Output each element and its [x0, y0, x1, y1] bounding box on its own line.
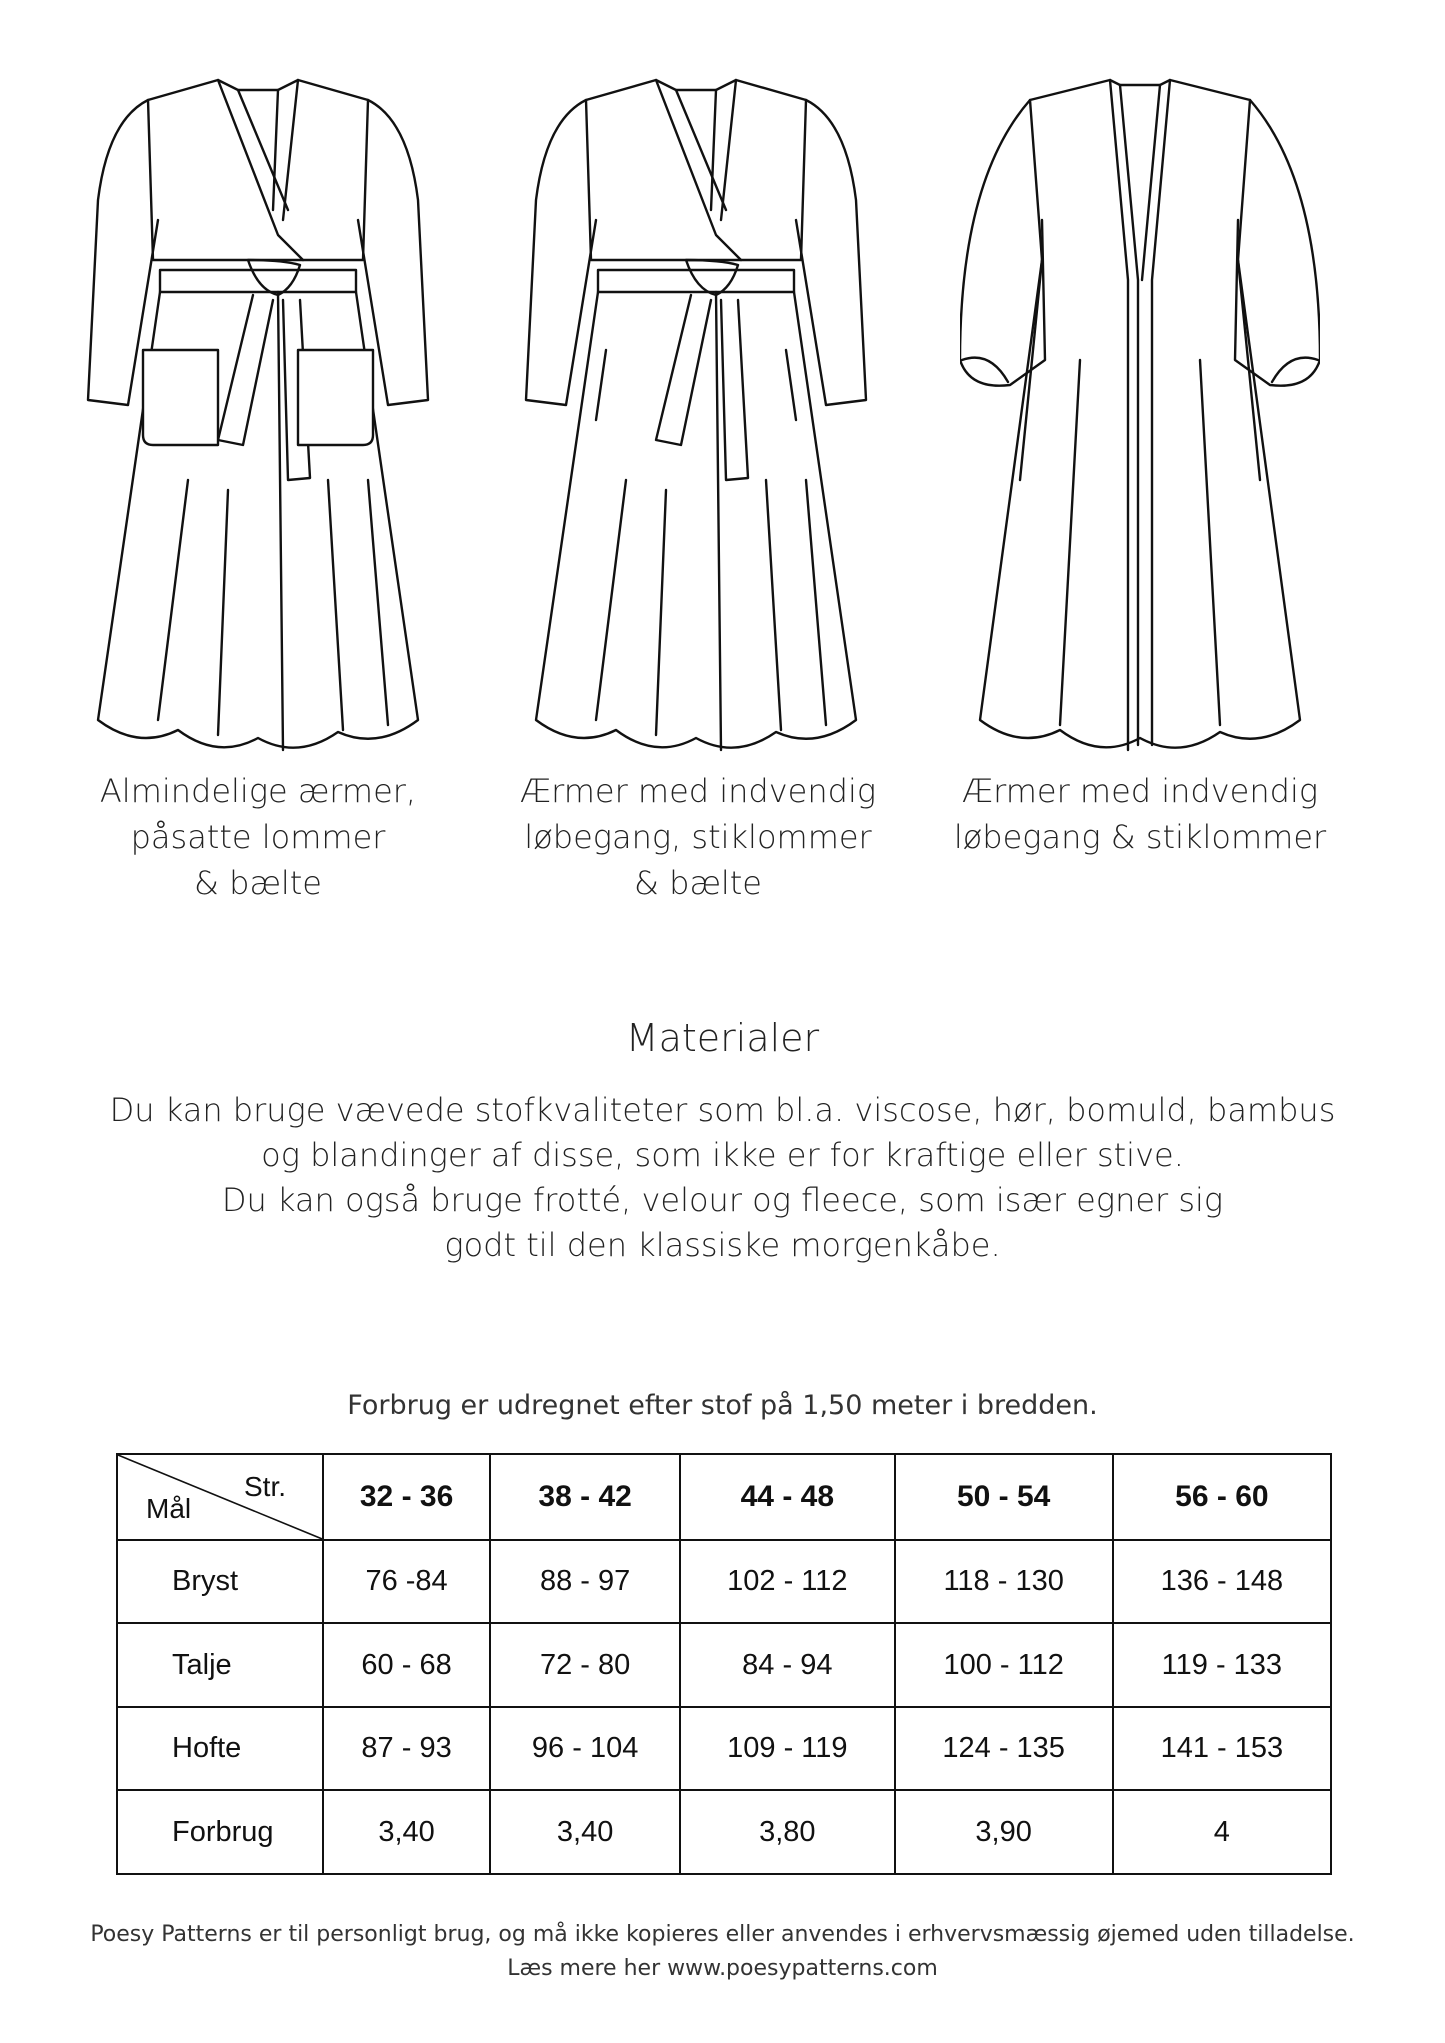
table-cell: 4	[1113, 1790, 1331, 1874]
robe-with-elastic-sleeves-and-belt-icon	[516, 60, 876, 780]
table-cell: 3,40	[490, 1790, 680, 1874]
table-row	[117, 1790, 1331, 1874]
caption-line: Almindelige ærmer,	[99, 772, 417, 810]
size-header: 56 - 60	[1113, 1454, 1331, 1540]
table-cell: 60 - 68	[323, 1623, 490, 1707]
table-cell: 88 - 97	[490, 1540, 680, 1624]
footer-copyright: Poesy Patterns er til personligt brug, og må ikke kopieres eller anvendes i erhvervsmæssig øjemed uden tilladelse.	[90, 1922, 1355, 1947]
table-cell: 96 - 104	[490, 1707, 680, 1791]
caption-line: Ærmer med indvendig	[519, 772, 877, 810]
table-row	[117, 1707, 1331, 1791]
materials-line: godt til den klassiske morgenkåbe.	[444, 1226, 1001, 1264]
caption-line: påsatte lommer	[130, 818, 386, 856]
row-label: Talje	[117, 1623, 323, 1707]
table-corner-cell	[117, 1454, 323, 1540]
table-cell: 3,40	[323, 1790, 490, 1874]
table-cell: 100 - 112	[895, 1623, 1113, 1707]
size-table	[116, 1453, 1332, 1875]
table-row	[117, 1540, 1331, 1624]
caption-line: & bælte	[194, 864, 322, 902]
caption-line: & bælte	[634, 864, 762, 902]
table-cell: 87 - 93	[323, 1707, 490, 1791]
table-cell: 84 - 94	[680, 1623, 894, 1707]
materials-line: Du kan også bruge frotté, velour og fleece, som især egner sig	[221, 1181, 1224, 1219]
corner-measure-label: Mål	[146, 1492, 192, 1524]
table-cell: 136 - 148	[1113, 1540, 1331, 1624]
table-cell: 102 - 112	[680, 1540, 894, 1624]
materials-line: og blandinger af disse, som ikke er for kraftige eller stive.	[261, 1136, 1184, 1174]
size-header: 50 - 54	[895, 1454, 1113, 1540]
table-cell: 119 - 133	[1113, 1623, 1331, 1707]
table-note: Forbrug er udregnet efter stof på 1,50 meter i bredden.	[347, 1390, 1098, 1421]
materials-text	[0, 1088, 1445, 1268]
robe-with-patch-pockets-and-belt-icon	[78, 60, 438, 780]
row-label: Hofte	[117, 1707, 323, 1791]
materials-title: Materialer	[625, 1016, 820, 1060]
variant-2-caption	[498, 768, 898, 906]
caption-line: Ærmer med indvendig	[961, 772, 1319, 810]
size-header: 44 - 48	[680, 1454, 894, 1540]
table-cell: 3,80	[680, 1790, 894, 1874]
footer-website-link[interactable]: Læs mere her www.poesypatterns.com	[507, 1956, 938, 1981]
table-cell: 124 - 135	[895, 1707, 1113, 1791]
size-header: 38 - 42	[490, 1454, 680, 1540]
variant-1-caption	[58, 768, 458, 906]
variant-3-caption	[940, 768, 1340, 860]
table-header-row	[117, 1454, 1331, 1540]
footer	[0, 1918, 1445, 1986]
table-cell: 3,90	[895, 1790, 1113, 1874]
size-header: 32 - 36	[323, 1454, 490, 1540]
table-cell: 109 - 119	[680, 1707, 894, 1791]
materials-line: Du kan bruge vævede stofkvaliteter som bl.a. viscose, hør, bomuld, bambus	[109, 1091, 1336, 1129]
robe-open-with-balloon-sleeves-icon	[960, 60, 1320, 780]
caption-line: løbegang & stiklommer	[953, 818, 1327, 856]
table-cell: 141 - 153	[1113, 1707, 1331, 1791]
corner-size-label: Str.	[243, 1471, 286, 1502]
table-cell: 72 - 80	[490, 1623, 680, 1707]
row-label: Forbrug	[117, 1790, 323, 1874]
row-label: Bryst	[117, 1540, 323, 1624]
caption-line: løbegang, stiklommer	[524, 818, 872, 856]
table-row	[117, 1623, 1331, 1707]
table-cell: 76 -84	[323, 1540, 490, 1624]
table-cell: 118 - 130	[895, 1540, 1113, 1624]
